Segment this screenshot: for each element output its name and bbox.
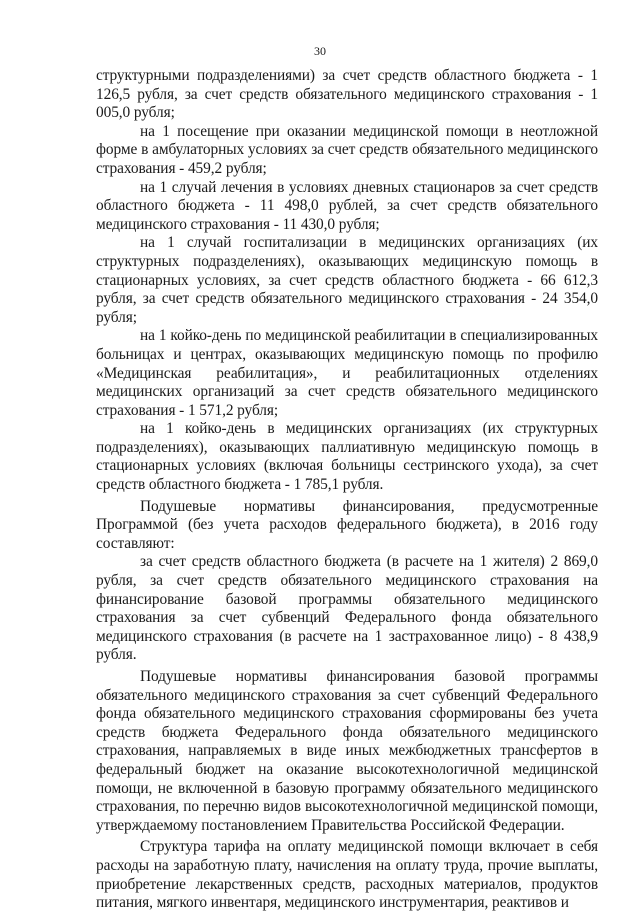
paragraph-emergency-visit: на 1 посещение при оказании медицинской помощи в неотложной форме в амбулаторных условиях за счет средств обязательного медицинского страхования - 459,2 рубля;: [96, 122, 598, 177]
paragraph-per-capita-values: за счет средств областного бюджета (в расчете на 1 жителя) 2 869,0 рубля, за счет средств обязательного медицинского страхования на финансирование базовой программы обязательного медицинского страхования за счет субвенций Федерального фонда обязательного медицинского страхования (в расчете на 1 застрахованное лицо) - 8 438,9 рубля.: [96, 553, 598, 664]
paragraph-per-capita-basis: Подушевые нормативы финансирования базовой программы обязательного медицинского страхования за счет субвенций Федерального фонда обязательного медицинского страхования сформированы без учета средств бюджета Федерального фонда обязательного медицинского страхования, направляемых в виде иных межбюджетных трансфертов в федеральный бюджет на оказание высокотехнологичной медицинской помощи, не включенной в базовую программу обязательного медицинского страхования, по перечню видов высокотехнологичной медицинской помощи, утверждаемому постановлением Правительства Российской Федерации.: [96, 668, 598, 834]
paragraph-tariff-structure: Структура тарифа на оплату медицинской помощи включает в себя расходы на заработную плату, начисления на оплату труда, прочие выплаты, приобретение лекарственных средств, расходных материалов, продуктов питания, мягкого инвентаря, медицинского инструментария, реактивов и: [96, 838, 598, 912]
paragraph-day-hospital: на 1 случай лечения в условиях дневных стационаров за счет средств областного бюджета - 11 498,0 рублей, за счет средств обязательного медицинского страхования - 11 430,0 рубля;: [96, 178, 598, 233]
paragraph-per-capita-intro: Подушевые нормативы финансирования, предусмотренные Программой (без учета расходов федерального бюджета), в 2016 году составляют:: [96, 497, 598, 552]
document-body: [96, 67, 598, 913]
page-number: 30: [314, 44, 326, 58]
paragraph-rehabilitation-bed-day: на 1 койко-день по медицинской реабилитации в специализированных больницах и центрах, оказывающих медицинскую помощь по профилю «Медицинская реабилитация», и реабилитационных отделениях медицинских организаций за счет средств обязательного медицинского страхования - 1 571,2 рубля;: [96, 327, 598, 419]
paragraph-hospitalization: на 1 случай госпитализации в медицинских организациях (их структурных подразделениях), оказывающих медицинскую помощь в стационарных условиях, за счет средств областного бюджета - 66 612,3 рубля, за счет средств обязательного медицинского страхования - 24 354,0 рубля;: [96, 234, 598, 326]
paragraph-continuation: структурными подразделениями) за счет средств областного бюджета - 1 126,5 рубля, за счет средств обязательного медицинского страхования - 1 005,0 рубля;: [96, 67, 598, 122]
paragraph-palliative-bed-day: на 1 койко-день в медицинских организациях (их структурных подразделениях), оказывающих паллиативную медицинскую помощь в стационарных условиях (включая больницы сестринского ухода), за счет средств областного бюджета - 1 785,1 рубля.: [96, 420, 598, 494]
